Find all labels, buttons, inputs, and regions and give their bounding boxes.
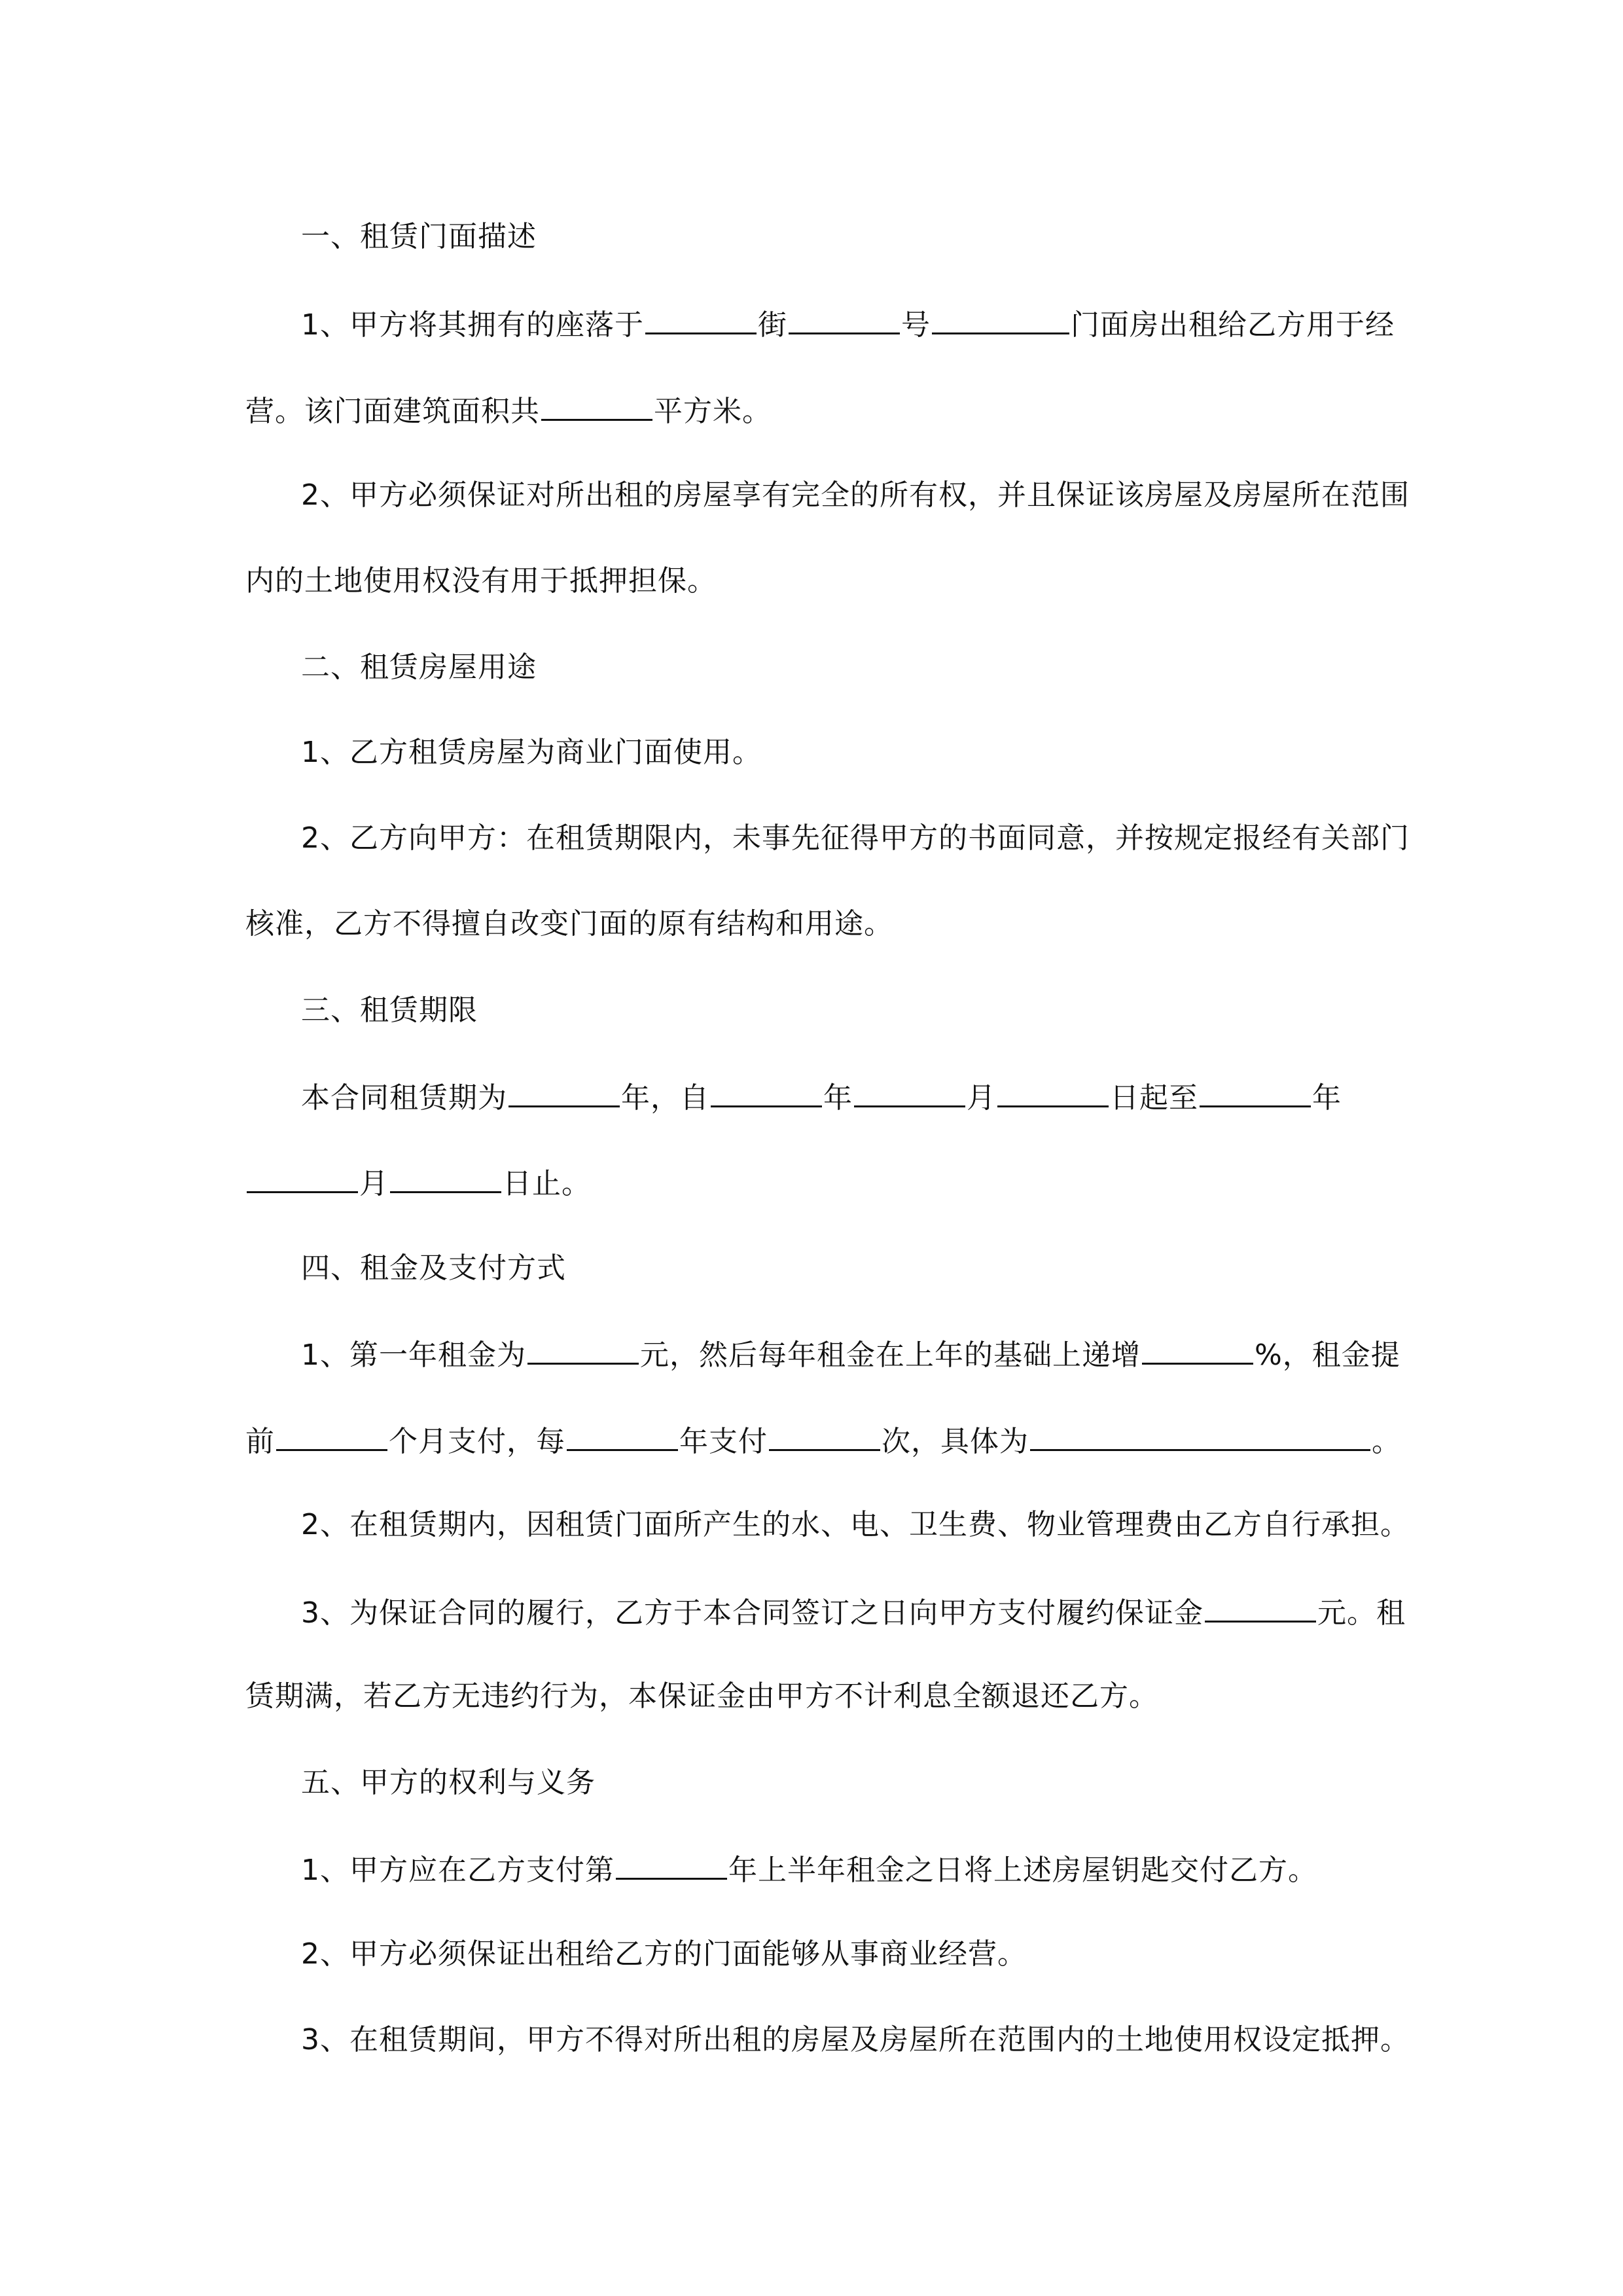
end-day-blank[interactable] — [390, 1162, 501, 1193]
text: 年 — [823, 1081, 853, 1115]
deposit-blank[interactable] — [1205, 1592, 1316, 1623]
start-day-blank[interactable] — [997, 1077, 1109, 1107]
first-year-rent-blank[interactable] — [527, 1334, 639, 1365]
section-4-clause-1-line-1 — [301, 1334, 1453, 1375]
text: 年上半年租金之日将上述房屋钥匙交付乙方。 — [728, 1854, 1317, 1887]
text: 号 — [901, 308, 931, 342]
section-2-clause-2-line-1: 2、乙方向甲方：在租赁期限内，未事先征得甲方的书面同意，并按规定报经有关部门 — [301, 821, 1410, 855]
storefront-blank[interactable] — [932, 304, 1069, 334]
section-2-title: 二、租赁房屋用途 — [301, 651, 537, 684]
section-4-clause-2: 2、在租赁期内，因租赁门面所产生的水、电、卫生费、物业管理费由乙方自行承担。 — [301, 1508, 1410, 1541]
times-blank[interactable] — [769, 1420, 880, 1451]
section-2-clause-1: 1、乙方租赁房屋为商业门面使用。 — [301, 736, 762, 769]
section-4-clause-1-line-2 — [245, 1420, 1401, 1462]
key-handover-year-blank[interactable] — [616, 1849, 727, 1880]
months-ahead-blank[interactable] — [276, 1420, 387, 1451]
text: 日起至 — [1110, 1081, 1198, 1115]
text: 元，然后每年租金在上年的基础上递增 — [640, 1338, 1141, 1372]
section-5-clause-1 — [301, 1849, 1453, 1890]
text: 次，具体为 — [882, 1425, 1029, 1458]
text: 营。该门面建筑面积共 — [245, 395, 540, 428]
section-1-clause-1-line-1 — [301, 304, 1453, 345]
section-5-clause-2: 2、甲方必须保证出租给乙方的门面能够从事商业经营。 — [301, 1937, 1027, 1971]
text: %，租金提 — [1255, 1338, 1400, 1372]
section-3-title: 三、租赁期限 — [301, 994, 478, 1027]
area-blank[interactable] — [541, 390, 652, 421]
text: 个月支付，每 — [389, 1425, 565, 1458]
increase-percent-blank[interactable] — [1142, 1334, 1253, 1365]
section-5-title: 五、甲方的权利与义务 — [301, 1766, 596, 1799]
start-year-blank[interactable] — [711, 1077, 822, 1107]
text: 月 — [967, 1081, 996, 1115]
section-1-clause-2-line-1: 2、甲方必须保证对所出租的房屋享有完全的所有权，并且保证该房屋及房屋所在范围 — [301, 478, 1410, 512]
number-blank[interactable] — [789, 304, 900, 334]
text: 月 — [359, 1167, 389, 1200]
section-2-clause-2-line-2: 核准，乙方不得擅自改变门面的原有结构和用途。 — [245, 907, 893, 941]
text: 1、甲方应在乙方支付第 — [301, 1854, 615, 1887]
text: 1、甲方将其拥有的座落于 — [301, 308, 644, 342]
section-1-clause-2-line-2: 内的土地使用权没有用于抵押担保。 — [245, 564, 717, 598]
section-3-term-line-1 — [301, 1077, 1453, 1118]
street-blank[interactable] — [645, 304, 757, 334]
text: 平方米。 — [654, 395, 772, 428]
text: 街 — [758, 308, 787, 342]
every-years-blank[interactable] — [567, 1420, 678, 1451]
text: 。 — [1372, 1425, 1401, 1458]
text: 本合同租赁期为 — [301, 1081, 507, 1115]
term-years-blank[interactable] — [508, 1077, 620, 1107]
section-1-title: 一、租赁门面描述 — [301, 220, 537, 253]
start-month-blank[interactable] — [854, 1077, 965, 1107]
end-year-blank[interactable] — [1200, 1077, 1311, 1107]
section-4-clause-3-line-1 — [301, 1592, 1453, 1633]
text: 年 — [1312, 1081, 1342, 1115]
details-blank[interactable] — [1030, 1420, 1370, 1451]
section-4-title: 四、租金及支付方式 — [301, 1251, 566, 1285]
section-1-clause-1-line-2 — [245, 390, 1397, 431]
text: 年，自 — [621, 1081, 709, 1115]
section-4-clause-3-line-2: 赁期满，若乙方无违约行为，本保证金由甲方不计利息全额退还乙方。 — [245, 1679, 1158, 1713]
text: 日止。 — [503, 1167, 591, 1200]
text: 元。租 — [1317, 1596, 1406, 1630]
section-5-clause-3: 3、在租赁期间，甲方不得对所出租的房屋及房屋所在范围内的土地使用权设定抵押。 — [301, 2023, 1410, 2056]
end-month-blank[interactable] — [247, 1162, 358, 1193]
text: 前 — [245, 1425, 275, 1458]
text: 3、为保证合同的履行，乙方于本合同签订之日向甲方支付履约保证金 — [301, 1596, 1204, 1630]
text: 年支付 — [679, 1425, 768, 1458]
text: 1、第一年租金为 — [301, 1338, 526, 1372]
section-3-term-line-2 — [245, 1162, 1397, 1204]
text: 门面房出租给乙方用于经 — [1071, 308, 1395, 342]
